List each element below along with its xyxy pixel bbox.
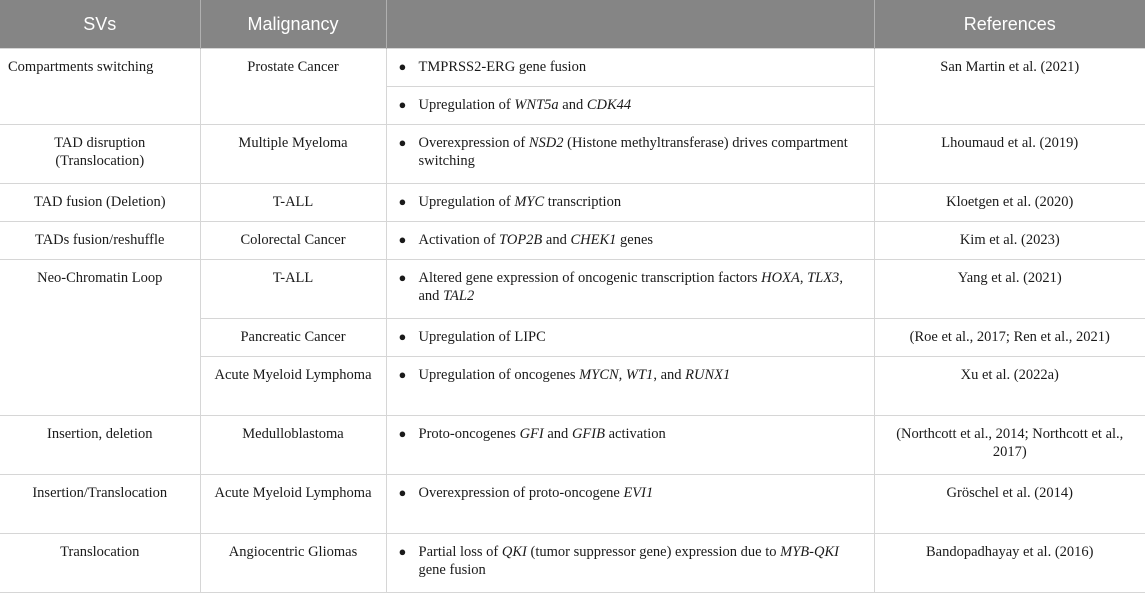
reference-cell: Lhoumaud et al. (2019) xyxy=(874,125,1145,184)
effect-cell xyxy=(386,87,874,125)
sv-cell: TAD fusion (Deletion) xyxy=(0,184,200,222)
bullet-icon: ● xyxy=(398,485,407,500)
header-row xyxy=(0,0,1145,49)
effect-cell xyxy=(386,49,874,87)
effect-cell xyxy=(386,357,874,416)
sv-cell: Neo-Chromatin Loop xyxy=(0,260,200,416)
malignancy-cell: Pancreatic Cancer xyxy=(200,319,386,357)
sv-cell: Insertion/Translocation xyxy=(0,475,200,534)
bullet-icon: ● xyxy=(398,59,407,74)
header-malignancy: Malignancy xyxy=(200,0,386,49)
effect-cell xyxy=(386,222,874,260)
malignancy-cell: T-ALL xyxy=(200,260,386,319)
effect-text: Altered gene expression of oncogenic transcription factors HOXA, TLX3, and TAL2 xyxy=(418,270,843,304)
effect-cell xyxy=(386,125,874,184)
effect-text: TMPRSS2-ERG gene fusion xyxy=(418,59,587,75)
table-row xyxy=(0,260,1145,319)
table-row xyxy=(0,475,1145,534)
reference-cell: Kim et al. (2023) xyxy=(874,222,1145,260)
bullet-icon: ● xyxy=(398,329,407,344)
table-row xyxy=(0,49,1145,87)
reference-cell: San Martin et al. (2021) xyxy=(874,49,1145,125)
reference-cell: (Northcott et al., 2014; Northcott et al., 2017) xyxy=(874,416,1145,475)
bullet-icon: ● xyxy=(398,544,407,559)
bullet-icon: ● xyxy=(398,194,407,209)
header-effect xyxy=(386,0,874,49)
sv-cell: Translocation xyxy=(0,534,200,593)
reference-cell: (Roe et al., 2017; Ren et al., 2021) xyxy=(874,319,1145,357)
effect-cell xyxy=(386,534,874,593)
header-references: References xyxy=(874,0,1145,49)
sv-cell: Compartments switching xyxy=(0,49,200,125)
effect-text: Partial loss of QKI (tumor suppressor gene) expression due to MYB-QKI gene fusion xyxy=(418,544,839,578)
malignancy-cell: Acute Myeloid Lymphoma xyxy=(200,475,386,534)
effect-text: Upregulation of MYC transcription xyxy=(418,194,622,210)
malignancy-cell: Acute Myeloid Lymphoma xyxy=(200,357,386,416)
malignancy-cell: Colorectal Cancer xyxy=(200,222,386,260)
effect-text: Upregulation of WNT5a and CDK44 xyxy=(418,97,632,113)
effect-cell xyxy=(386,416,874,475)
bullet-icon: ● xyxy=(398,97,407,112)
malignancy-cell: Angiocentric Gliomas xyxy=(200,534,386,593)
effect-cell xyxy=(386,184,874,222)
effect-text: Upregulation of LIPC xyxy=(418,329,546,345)
effect-text: Overexpression of NSD2 (Histone methyltransferase) drives compartment switching xyxy=(418,135,848,169)
reference-cell: Yang et al. (2021) xyxy=(874,260,1145,319)
bullet-icon: ● xyxy=(398,135,407,150)
table-row xyxy=(0,534,1145,593)
table-row xyxy=(0,125,1145,184)
effect-text: Activation of TOP2B and CHEK1 genes xyxy=(418,232,654,248)
reference-cell: Kloetgen et al. (2020) xyxy=(874,184,1145,222)
table-row xyxy=(0,222,1145,260)
effect-text: Proto-oncogenes GFI and GFIB activation xyxy=(418,426,666,442)
reference-cell: Xu et al. (2022a) xyxy=(874,357,1145,416)
bullet-icon: ● xyxy=(398,426,407,441)
reference-cell: Gröschel et al. (2014) xyxy=(874,475,1145,534)
sv-cell: TAD disruption (Translocation) xyxy=(0,125,200,184)
reference-cell: Bandopadhayay et al. (2016) xyxy=(874,534,1145,593)
sv-cell: TADs fusion/reshuffle xyxy=(0,222,200,260)
bullet-icon: ● xyxy=(398,232,407,247)
malignancy-cell: Medulloblastoma xyxy=(200,416,386,475)
effect-cell xyxy=(386,475,874,534)
malignancy-cell: T-ALL xyxy=(200,184,386,222)
header-svs: SVs xyxy=(0,0,200,49)
effect-text: Overexpression of proto-oncogene EVI1 xyxy=(418,485,654,501)
table-row xyxy=(0,416,1145,475)
effect-cell xyxy=(386,260,874,319)
malignancy-cell: Prostate Cancer xyxy=(200,49,386,125)
sv-cell: Insertion, deletion xyxy=(0,416,200,475)
bullet-icon: ● xyxy=(398,270,407,285)
bullet-icon: ● xyxy=(398,367,407,382)
table-row xyxy=(0,184,1145,222)
malignancy-cell: Multiple Myeloma xyxy=(200,125,386,184)
effect-cell xyxy=(386,319,874,357)
effect-text: Upregulation of oncogenes MYCN, WT1, and RUNX1 xyxy=(418,367,731,383)
